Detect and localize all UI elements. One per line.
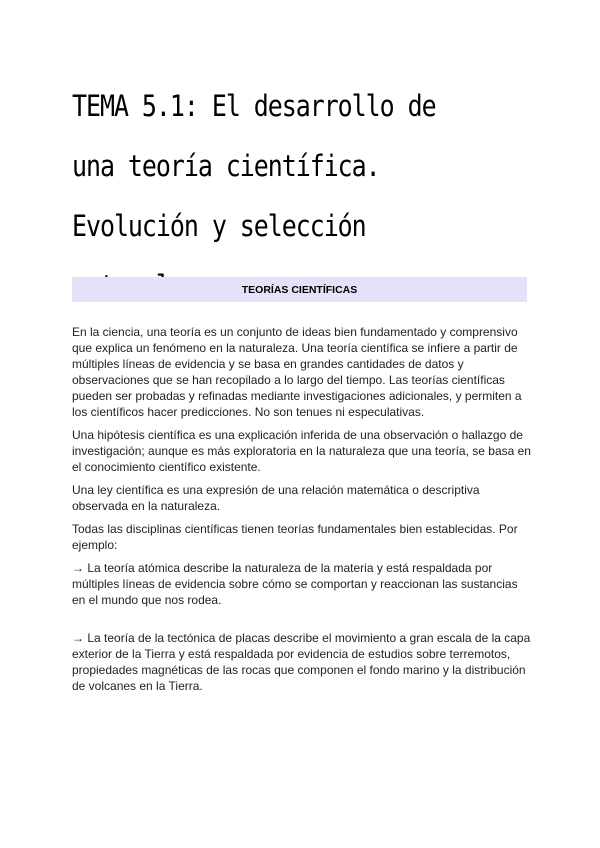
section-header-label: TEORÍAS CIENTÍFICAS — [241, 283, 358, 296]
section-header — [72, 277, 527, 302]
paragraph-examples-intro: Todas las disciplinas científicas tienen teorías fundamentales bien establecidas. Por ejemplo: — [72, 522, 518, 552]
example-atomic-theory: → La teoría atómica describe la naturaleza de la materia y está respaldada por múltiples líneas de evidencia sobre cómo se comportan y reaccionan las sustancias en el mundo que nos rodea. — [72, 561, 518, 607]
example-plate-tectonics: → La teoría de la tectónica de placas describe el movimiento a gran escala de la capa exterior de la Tierra y está respaldada por evidencia de estudios sobre terremotos, propiedades magnéticas de las rocas que componen el fondo marino y la distribución de volcanes en la Tierra. — [72, 631, 531, 693]
page-title: TEMA 5.1: El desarrollo de una teoría científica. Evolución y selección — [72, 89, 436, 243]
document-body — [72, 324, 532, 701]
paragraph-theory-definition: En la ciencia, una teoría es un conjunto de ideas bien fundamentado y comprensivo que explica un fenómeno en la naturaleza. Una teoría científica se infiere a partir de múltiples líneas de evidencia y se basa en grandes cantidades de datos y observaciones que se han recopilado a lo largo del tiempo. Las teorías científicas pueden ser probadas y refinadas mediante investigaciones adicionales, y permiten a los científicos hacer predicciones. No son tenues ni especulativas. — [72, 325, 522, 419]
paragraph-law-definition: Una ley científica es una expresión de una relación matemática o descriptiva observada en la naturaleza. — [72, 483, 480, 513]
paragraph-hypothesis-definition: Una hipótesis científica es una explicación inferida de una observación o hallazgo de investigación; aunque es más exploratoria en la naturaleza que una teoría, se basa en el conocimiento científico existente. — [72, 428, 531, 474]
